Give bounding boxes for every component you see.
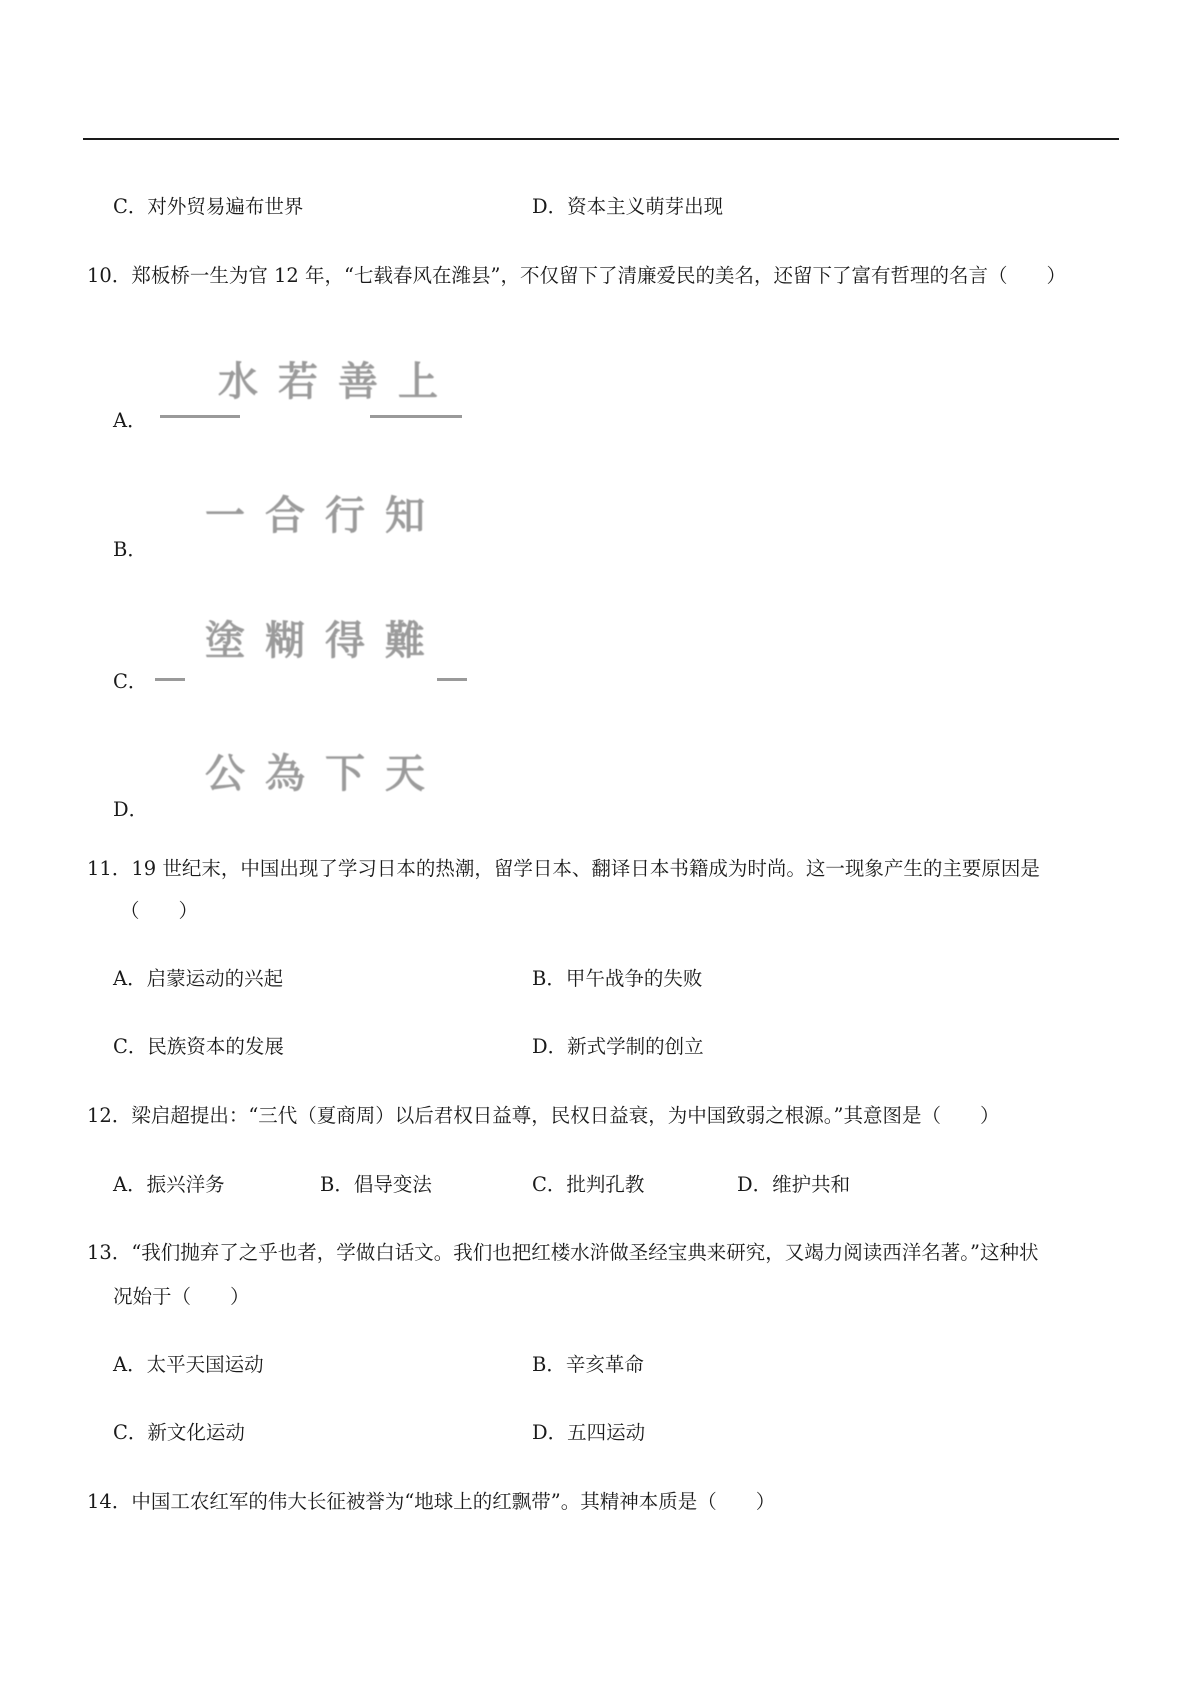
q11-option-c: C．民族资本的发展 [113, 1035, 284, 1058]
q10-option-c-rule-left [155, 678, 185, 681]
q9-option-c: C．对外贸易遍布世界 [113, 195, 304, 218]
q10-option-a-rule-left [160, 415, 240, 418]
q11-stem: 11．19 世纪末，中国出现了学习日本的热潮，留学日本、翻译日本书籍成为时尚。这一现象产生的主要原因是 [87, 857, 1040, 880]
q12-option-c: C．批判孔教 [532, 1173, 645, 1196]
q10-option-b-calligraphy: 一合行知 [205, 492, 445, 539]
q11-stem-cont: （ ） [120, 899, 199, 922]
q13-option-c: C．新文化运动 [113, 1421, 245, 1444]
q10-option-a-label: A． [113, 409, 147, 432]
q11-option-a: A．启蒙运动的兴起 [113, 967, 284, 990]
q10-option-c-calligraphy: 塗糊得難 [205, 617, 445, 664]
q12-stem: 12．梁启超提出：“三代（夏商周）以后君权日益尊，民权日益衰，为中国致弱之根源。”其意图是（ ） [87, 1104, 1000, 1127]
q13-option-b: B．辛亥革命 [532, 1353, 644, 1376]
q11-option-d: D．新式学制的创立 [532, 1035, 704, 1058]
q10-stem: 10．郑板桥一生为官 12 年，“七载春风在潍县”，不仅留下了清廉爱民的美名，还留下了富有哲理的名言（ ） [87, 264, 1066, 287]
q10-option-b-label: B． [113, 538, 147, 561]
q10-option-d-calligraphy: 公為下天 [205, 750, 445, 797]
q13-stem: 13．“我们抛弃了之乎也者，学做白话文。我们也把红楼水浒做圣经宝典来研究，又竭力阅读西洋名著。”这种状 [87, 1241, 1039, 1264]
q12-option-a: A．振兴洋务 [113, 1173, 225, 1196]
q9-option-d: D．资本主义萌芽出现 [532, 195, 724, 218]
q12-option-b: B．倡导变法 [320, 1173, 432, 1196]
q11-option-b: B．甲午战争的失败 [532, 967, 703, 990]
q13-option-d: D．五四运动 [532, 1421, 646, 1444]
q10-option-a-rule-right [370, 415, 462, 418]
q10-option-d-label: D． [113, 798, 149, 821]
q10-option-a-calligraphy: 水若善上 [218, 358, 458, 405]
header-rule [83, 138, 1119, 140]
q10-option-c-label: C． [113, 670, 148, 693]
q10-option-c-rule-right [437, 678, 467, 681]
q13-stem-cont: 况始于（ ） [113, 1285, 250, 1308]
q13-option-a: A．太平天国运动 [113, 1353, 264, 1376]
q14-stem: 14．中国工农红军的伟大长征被誉为“地球上的红飘带”。其精神本质是（ ） [87, 1490, 776, 1513]
q12-option-d: D．维护共和 [737, 1173, 851, 1196]
